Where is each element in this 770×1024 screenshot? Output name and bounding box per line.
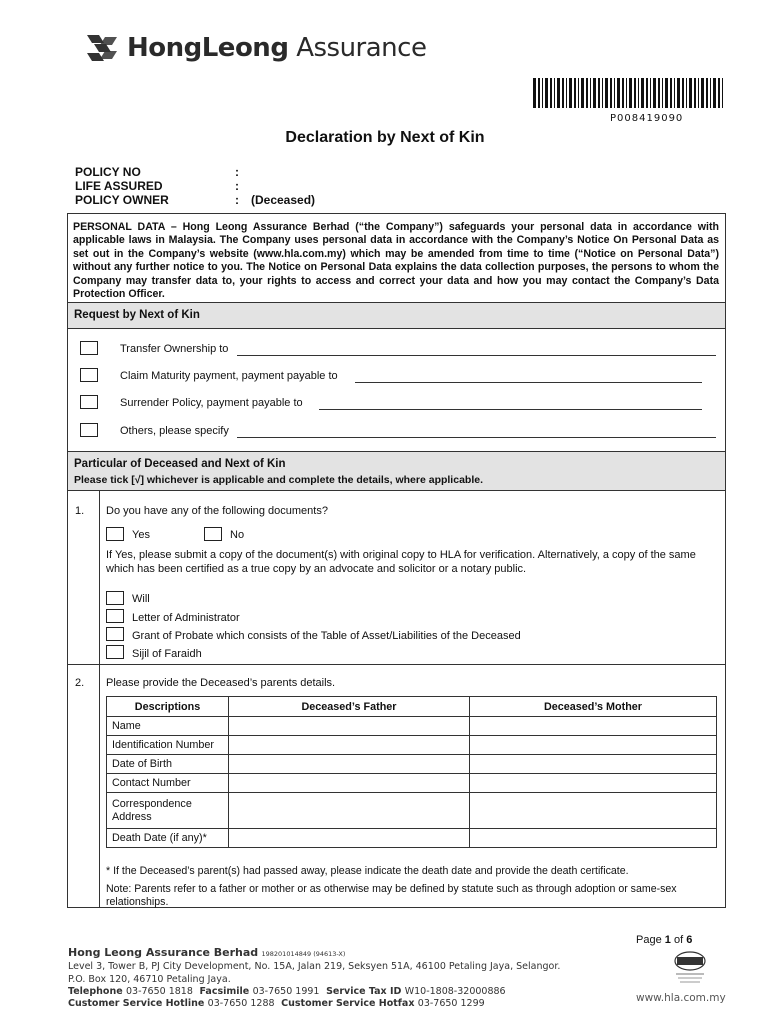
letter-of-administrator-checkbox[interactable] [106, 609, 124, 623]
policy-owner-value: (Deceased) [251, 193, 316, 207]
policy-owner-row: POLICY OWNER : (Deceased) [75, 193, 316, 207]
sijil-of-faraidh-checkbox[interactable] [106, 645, 124, 659]
row-label: Name [107, 717, 229, 736]
mother-address-cell[interactable] [470, 793, 717, 829]
policy-no-label: POLICY NO [75, 165, 141, 179]
row-label: Date of Birth [107, 755, 229, 774]
table-row [107, 793, 717, 829]
footer-company [68, 946, 345, 959]
surrender-policy-line[interactable] [319, 409, 702, 410]
personal-data-notice: PERSONAL DATA – Hong Leong Assurance Berhad (“the Company”) safeguards your personal data in accordance with applicable laws in Malaysia. The Company uses personal data in accordance with the Company’s Notice On Personal Data as set out in the Company’s website (www.hla.com.my) which may be amended from time to time (“Notice on Personal Data”) without any further notice to you. The Notice on Personal Data explains the data collection purposes, the persons to whom the Company may transfer data to, your rights to access and correct your data and how you may contact the Company’s Data Protection Officer. [73, 221, 719, 301]
q2-footnote: * If the Deceased’s parent(s) had passed away, please indicate the death date and provide the death certificate. [106, 865, 629, 877]
row-label: Identification Number [107, 736, 229, 755]
row-label: Contact Number [107, 774, 229, 793]
transfer-ownership-label: Transfer Ownership to [120, 343, 229, 355]
table-row [107, 774, 717, 793]
footer-address-2: P.O. Box 120, 46710 Petaling Jaya. [68, 974, 231, 985]
page-number: Page 1 of 6 [636, 934, 693, 946]
page-title: Declaration by Next of Kin [285, 129, 485, 146]
q1-yes-checkbox[interactable] [106, 527, 124, 541]
barcode [533, 78, 725, 108]
life-assured-row: LIFE ASSURED : [75, 179, 239, 193]
table-header-row [107, 697, 717, 717]
q2-number: 2. [75, 677, 85, 689]
father-name-cell[interactable] [229, 717, 470, 736]
will-checkbox[interactable] [106, 591, 124, 605]
brand-logo [85, 28, 426, 68]
transfer-ownership-checkbox[interactable] [80, 341, 98, 355]
q1-number: 1. [75, 505, 85, 517]
q1-yes-label: Yes [132, 529, 150, 541]
table-row [107, 717, 717, 736]
sijil-of-faraidh-label: Sijil of Faraidh [132, 648, 202, 660]
brand-name-light: Assurance [296, 33, 427, 63]
transfer-ownership-line[interactable] [237, 355, 716, 356]
q2-note: Note: Parents refer to a father or mother or as otherwise may be defined by statute such as through adoption or same-sex relationships. [106, 883, 677, 908]
policy-owner-label: POLICY OWNER [75, 193, 169, 207]
footer-company-name: Hong Leong Assurance Berhad [68, 946, 259, 959]
father-header: Deceased’s Father [229, 697, 470, 717]
request-heading: Request by Next of Kin [74, 309, 200, 321]
others-label: Others, please specify [120, 425, 229, 437]
surrender-policy-label: Surrender Policy, payment payable to [120, 397, 303, 409]
grant-of-probate-label: Grant of Probate which consists of the Table of Asset/Liabilities of the Deceased [132, 630, 521, 642]
will-label: Will [132, 593, 150, 605]
policy-no-row: POLICY NO : [75, 165, 239, 179]
number-column-divider [99, 491, 100, 908]
mother-name-cell[interactable] [470, 717, 717, 736]
footer-contacts-1: Telephone 03-7650 1818 Facsimile 03-7650 1991 Service Tax ID W10-1808-32000886 [68, 986, 506, 997]
q1-instruction: If Yes, please submit a copy of the document(s) with original copy to HLA for verification. Alternatively, a copy of the same which has been certified as a true copy by an advocate and solicitor or a notary public. [106, 549, 696, 575]
quality-system-seal-icon [668, 948, 712, 986]
claim-maturity-label: Claim Maturity payment, payment payable to [120, 370, 338, 382]
claim-maturity-checkbox[interactable] [80, 368, 98, 382]
table-row [107, 829, 717, 848]
claim-maturity-line[interactable] [355, 382, 702, 383]
life-assured-label: LIFE ASSURED [75, 179, 163, 193]
question-separator [68, 664, 725, 665]
request-section-header [68, 302, 725, 329]
mother-header: Deceased’s Mother [470, 697, 717, 717]
particular-subheading: Please tick [√] whichever is applicable and complete the details, where applicable. [74, 474, 483, 486]
surrender-policy-checkbox[interactable] [80, 395, 98, 409]
q1-no-label: No [230, 529, 245, 541]
brand-name-bold: HongLeong [127, 33, 289, 63]
barcode-number: P008419090 [610, 113, 684, 124]
mother-id-cell[interactable] [470, 736, 717, 755]
row-label: Correspondence Address [107, 793, 229, 829]
footer-website[interactable]: www.hla.com.my [636, 992, 726, 1004]
q1-question: Do you have any of the following documents? [106, 505, 328, 517]
parents-details-table [106, 696, 717, 848]
mother-contact-cell[interactable] [470, 774, 717, 793]
table-row [107, 755, 717, 774]
footer-address-1: Level 3, Tower B, PJ City Development, No. 15A, Jalan 219, Seksyen 51A, 46100 Petaling Jaya, Selangor. [68, 961, 561, 972]
table-row [107, 736, 717, 755]
footer-contacts-2: Customer Service Hotline 03-7650 1288 Customer Service Hotfax 03-7650 1299 [68, 998, 485, 1009]
father-address-cell[interactable] [229, 793, 470, 829]
q1-no-checkbox[interactable] [204, 527, 222, 541]
father-id-cell[interactable] [229, 736, 470, 755]
particular-section-header [68, 451, 725, 491]
footer-reg-number: 198201014849 (94613-X) [261, 950, 346, 958]
descriptions-header: Descriptions [107, 697, 229, 717]
row-label: Death Date (if any)* [107, 829, 229, 848]
hong-leong-logo-icon [85, 31, 119, 65]
letter-of-administrator-label: Letter of Administrator [132, 612, 240, 624]
others-checkbox[interactable] [80, 423, 98, 437]
others-line[interactable] [237, 437, 716, 438]
q2-question: Please provide the Deceased’s parents details. [106, 677, 336, 689]
father-dob-cell[interactable] [229, 755, 470, 774]
father-contact-cell[interactable] [229, 774, 470, 793]
mother-death-date-cell[interactable] [470, 829, 717, 848]
particular-heading: Particular of Deceased and Next of Kin [74, 458, 286, 470]
father-death-date-cell[interactable] [229, 829, 470, 848]
mother-dob-cell[interactable] [470, 755, 717, 774]
grant-of-probate-checkbox[interactable] [106, 627, 124, 641]
